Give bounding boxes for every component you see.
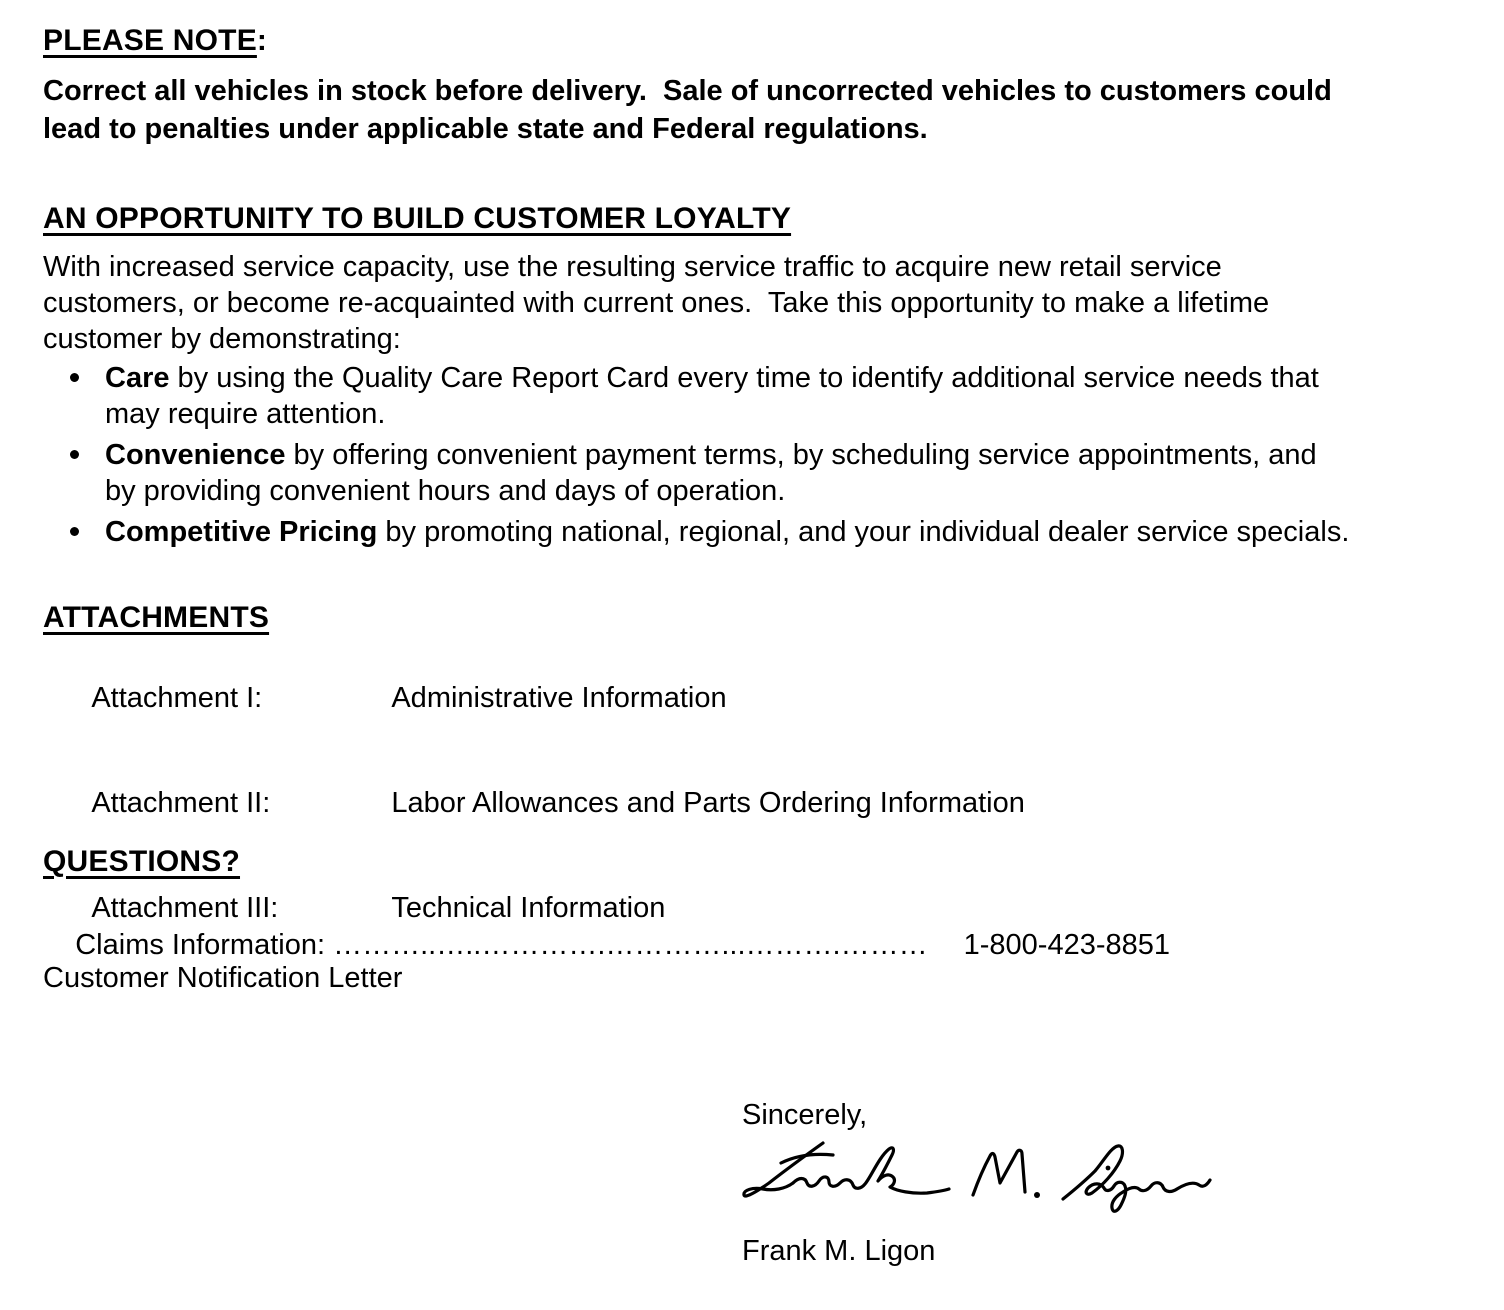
attachment-label: Attachment I:	[91, 682, 263, 714]
opportunity-intro-line: customers, or become re-acquainted with current ones. Take this opportunity to make a lifetime	[43, 287, 1270, 319]
opportunity-intro	[43, 249, 1269, 357]
opportunity-heading	[43, 202, 791, 236]
bullet-text: by offering convenient payment terms, by scheduling service appointments, and	[285, 439, 1317, 471]
bullet-text: by using the Quality Care Report Card every time to identify additional service needs that	[169, 362, 1319, 394]
bullet-text-line2: by providing convenient hours and days of operation.	[105, 475, 786, 507]
questions-heading	[43, 845, 240, 879]
attachment-row	[43, 646, 1025, 751]
please-note-heading	[43, 24, 267, 58]
attachment-value: Administrative Information	[391, 682, 727, 714]
please-note-body	[43, 72, 1332, 148]
list-item-convenience	[43, 437, 1349, 509]
bullet-term: Convenience	[105, 439, 286, 471]
attachment-value: Labor Allowances and Parts Ordering Information	[391, 787, 1025, 819]
claims-information-line	[43, 891, 1170, 999]
leader-dots: ………..…..………….…………...……….………	[333, 929, 928, 961]
opportunity-intro-line: With increased service capacity, use the resulting service traffic to acquire new retail service	[43, 251, 1222, 283]
attachment-label: Attachment II:	[91, 787, 271, 819]
bullet-term: Care	[105, 362, 170, 394]
please-note-heading-colon: :	[256, 24, 268, 57]
please-note-body-line: Correct all vehicles in stock before delivery. Sale of uncorrected vehicles to customers could	[43, 75, 1332, 107]
bullet-text: by promoting national, regional, and your individual dealer service specials.	[377, 516, 1350, 548]
attachments-heading	[43, 601, 269, 635]
bullet-term: Competitive Pricing	[105, 516, 378, 548]
loyalty-bullet-list	[43, 360, 1349, 555]
questions-heading-text: QUESTIONS?	[43, 845, 241, 878]
handwritten-signature-frank-m-ligon	[737, 1135, 1217, 1235]
signer-printed-name: Frank M. Ligon	[742, 1235, 936, 1267]
closing-salutation: Sincerely,	[742, 1099, 868, 1131]
please-note-body-line: lead to penalties under applicable state and Federal regulations.	[43, 113, 928, 145]
list-item-care	[43, 360, 1349, 432]
list-item-competitive-pricing	[43, 514, 1349, 550]
attachment-value: Technical Information	[391, 892, 666, 924]
bullet-text-line2: may require attention.	[105, 398, 386, 430]
claims-label: Claims Information:	[75, 929, 334, 961]
please-note-heading-text: PLEASE NOTE	[43, 24, 257, 57]
claims-phone-number: 1-800-423-8851	[963, 929, 1170, 961]
opportunity-heading-text: AN OPPORTUNITY TO BUILD CUSTOMER LOYALTY	[43, 202, 792, 235]
attachment-row	[43, 751, 1025, 856]
attachment-extra-line: Customer Notification Letter	[43, 962, 403, 994]
attachments-heading-text: ATTACHMENTS	[43, 601, 270, 634]
attachment-label: Attachment III:	[91, 892, 279, 924]
opportunity-intro-line: customer by demonstrating:	[43, 323, 401, 355]
